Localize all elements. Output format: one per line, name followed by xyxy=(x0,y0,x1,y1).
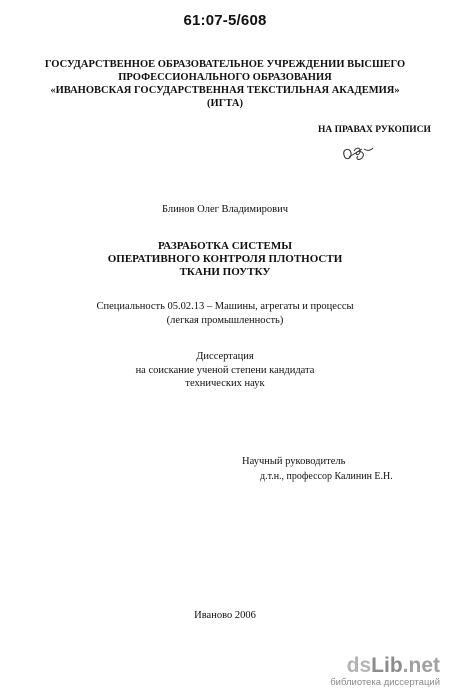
supervisor-name: д.т.н., профессор Калинин Е.Н. xyxy=(260,471,393,482)
handwritten-signature xyxy=(340,143,376,165)
title-line: ОПЕРАТИВНОГО КОНТРОЛЯ ПЛОТНОСТИ xyxy=(107,253,343,265)
title-line: ТКАНИ ПОУТКУ xyxy=(179,266,271,278)
organization-header xyxy=(0,58,450,110)
specialty xyxy=(0,300,450,328)
city-year: Иваново 2006 xyxy=(194,610,256,621)
dslib-subtitle: библиотека диссертаций xyxy=(330,677,440,688)
dslib-watermark xyxy=(330,655,440,688)
supervisor-label: Научный руководитель xyxy=(242,456,346,467)
supervisor-block xyxy=(242,454,393,484)
title-line: РАЗРАБОТКА СИСТЕМЫ xyxy=(157,240,293,252)
author-name: Блинов Олег Владимирович xyxy=(161,204,289,215)
dissertation-title xyxy=(0,240,450,279)
degree-line: на соискание ученой степени кандидата xyxy=(135,364,315,376)
organization-line: ГОСУДАРСТВЕННОЕ ОБРАЗОВАТЕЛЬНОЕ УЧРЕЖДЕНИИ ВЫСШЕГО xyxy=(44,59,406,70)
degree-line: технических наук xyxy=(185,378,265,389)
dslib-logo: dsLib.net xyxy=(346,654,440,677)
specialty-line: (легкая промышленность) xyxy=(166,315,284,326)
degree-line: Диссертация xyxy=(196,351,254,362)
degree-info xyxy=(0,350,450,391)
manuscript-rights: НА ПРАВАХ РУКОПИСИ xyxy=(318,125,431,135)
organization-line: (ИГТА) xyxy=(207,98,243,109)
organization-line: ПРОФЕССИОНАЛЬНОГО ОБРАЗОВАНИЯ xyxy=(118,72,332,83)
archive-code: 61:07-5/608 xyxy=(183,12,267,29)
organization-line: «ИВАНОВСКАЯ ГОСУДАРСТВЕННАЯ ТЕКСТИЛЬНАЯ АКАДЕМИЯ» xyxy=(50,85,400,96)
specialty-line: Специальность 05.02.13 – Машины, агрегаты и процессы xyxy=(96,301,354,312)
